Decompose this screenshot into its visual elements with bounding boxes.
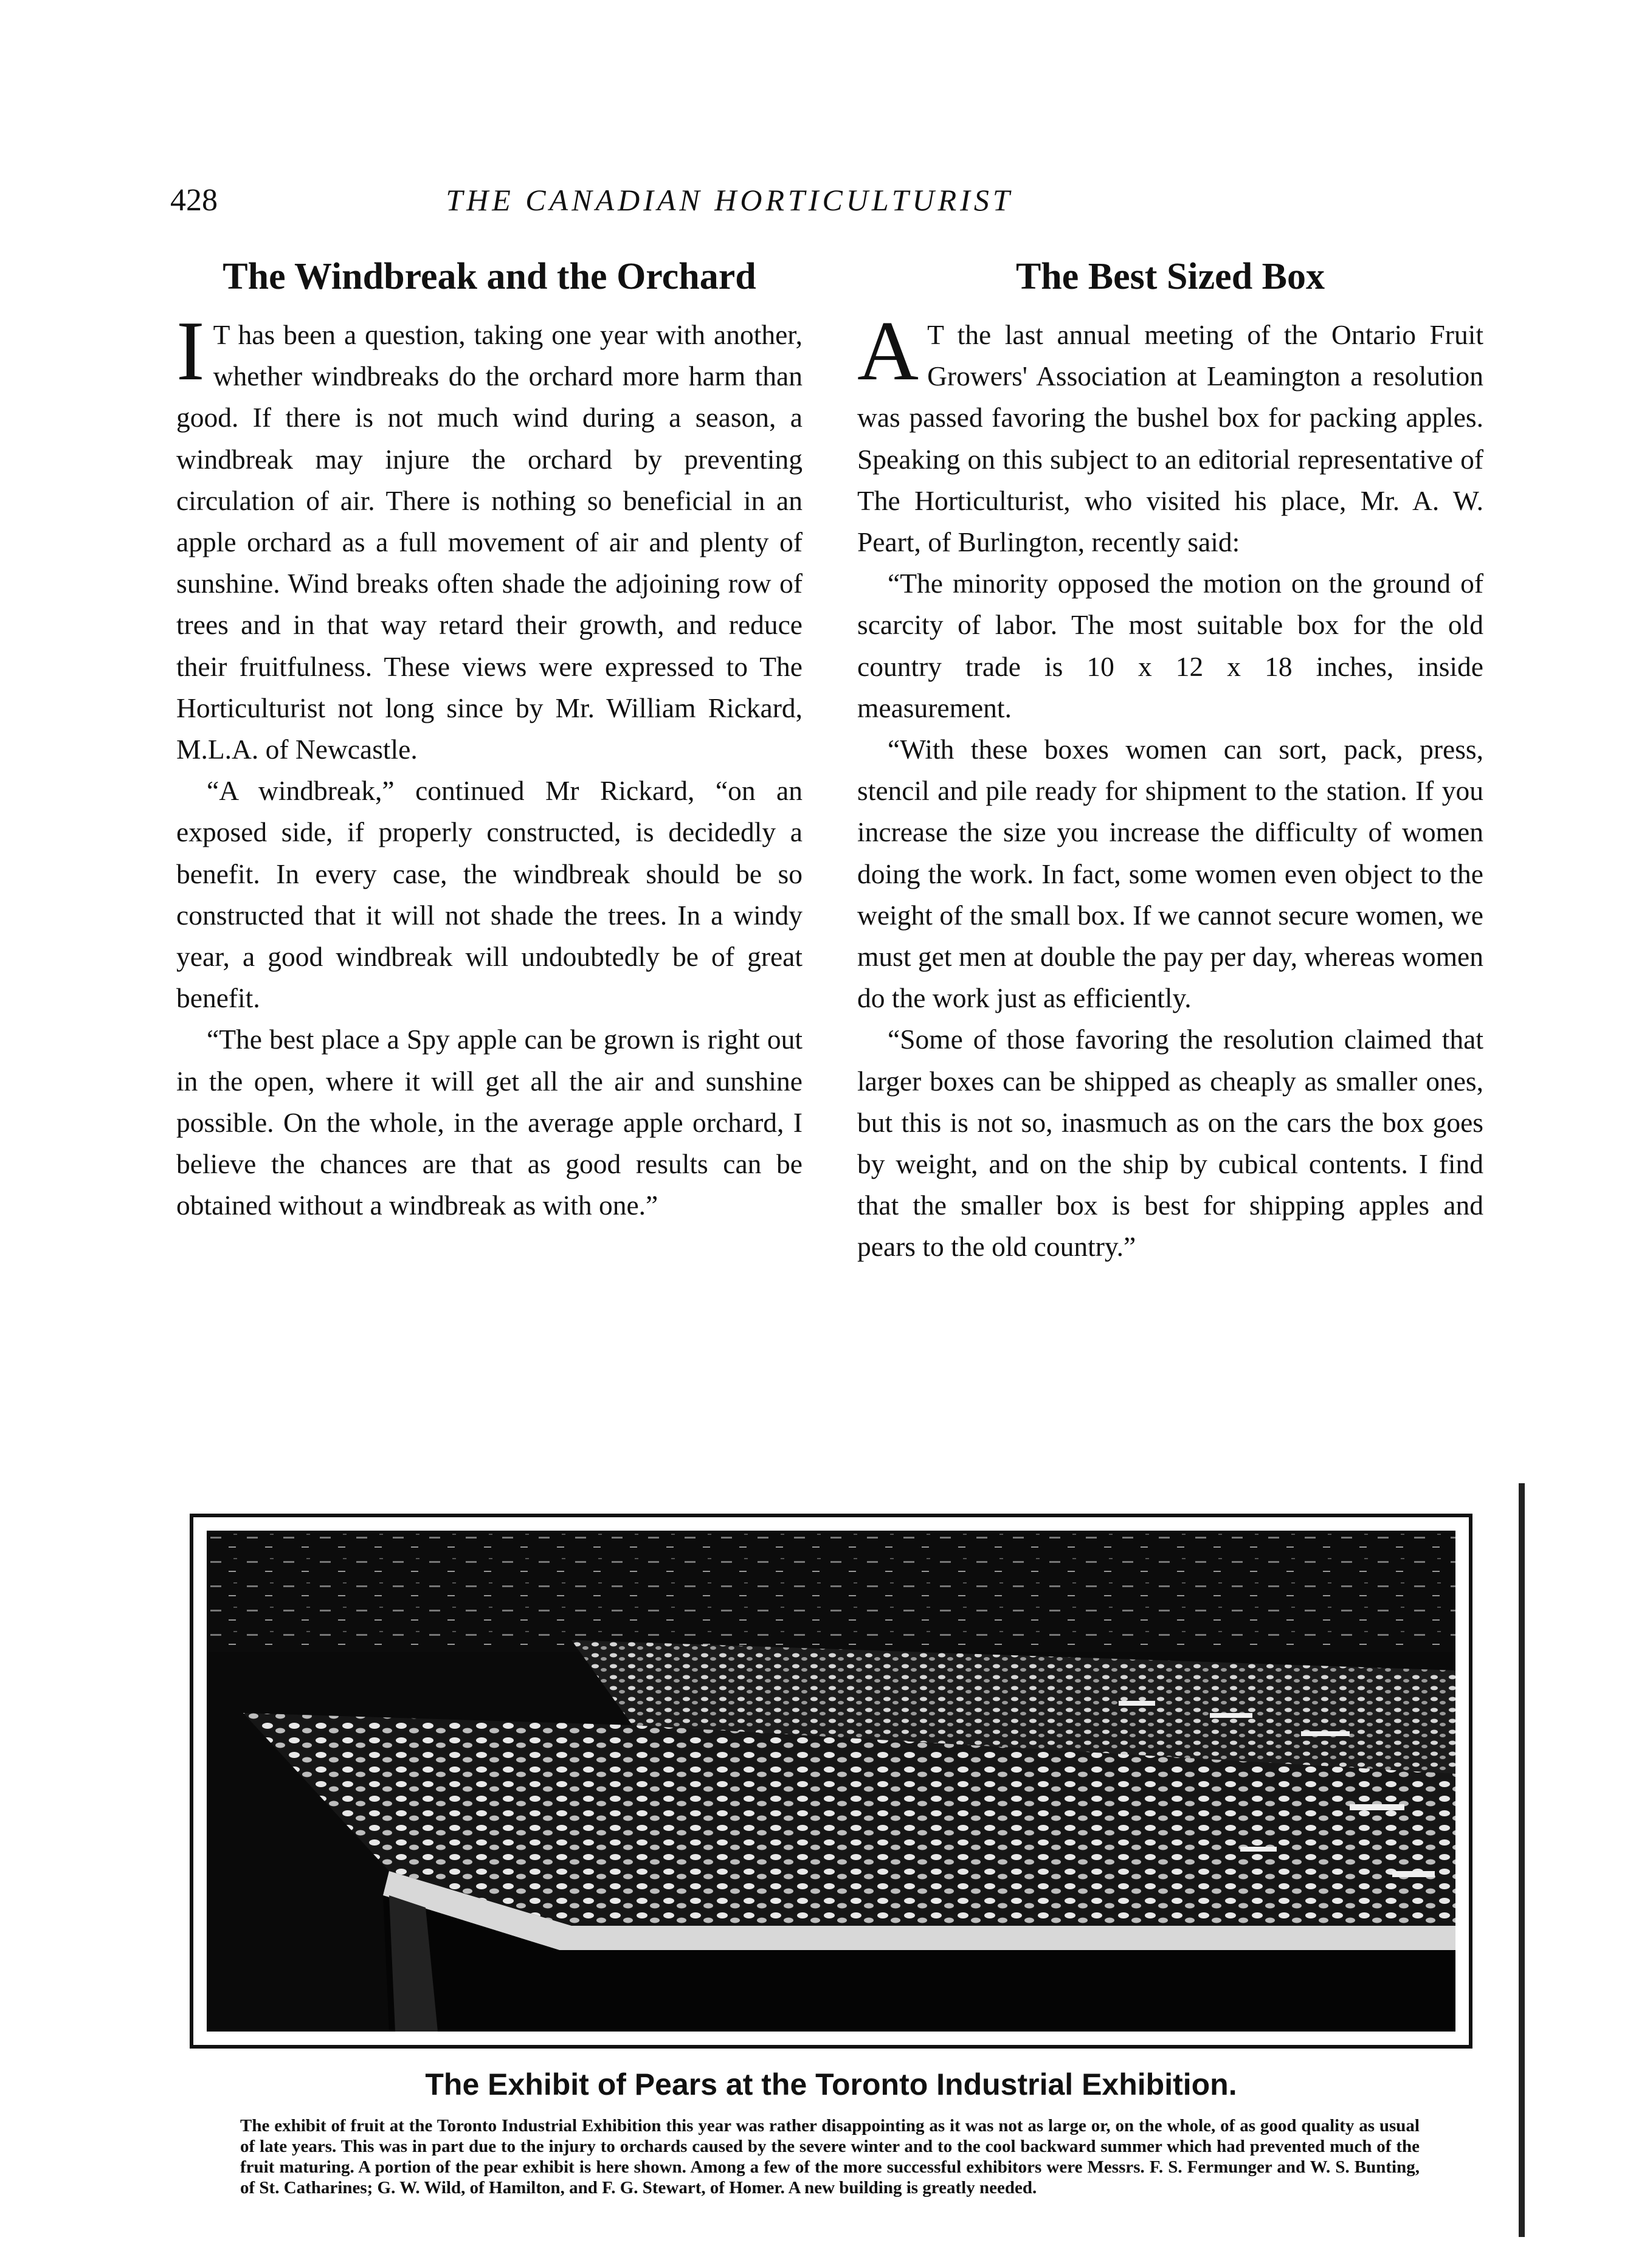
article-body — [176, 304, 803, 1226]
page-edge-line — [1519, 1483, 1525, 2237]
paragraph-text: T has been a question, taking one year with another, whether windbreaks do the orchard more harm than good. If there is not much wind during a season, a windbreak may injure the orchard by preventing circulation of air. There is nothing so beneficial in an apple orchard as a full movement of air and plenty of sunshine. Wind breaks often shade the adjoining row of trees and in that way retard their growth, and reduce their fruitfulness. These views were expressed to The Horticulturist not long since by Mr. William Rickard, M.L.A. of Newcastle. — [176, 319, 803, 765]
paragraph: “The minority opposed the motion on the ground of scarcity of labor. The most suitable box for the old country trade is 10 x 12 x 18 inches, inside measurement. — [857, 568, 1483, 723]
drop-cap: I — [176, 304, 205, 398]
drop-cap: A — [857, 304, 919, 398]
paragraph: “With these boxes women can sort, pack, press, stencil and pile ready for shipment to the station. If you increase the size you increase the difficulty of women doing the work. In fact, some women even object to the weight of the small box. If we cannot secure women, we must get men at double the pay per day, whereas women do the work just as efficiently. — [857, 734, 1483, 1014]
running-title: THE CANADIAN HORTICULTURIST — [446, 183, 1013, 217]
article-title: The Windbreak and the Orchard — [223, 256, 756, 297]
article-best-sized-box — [857, 255, 1483, 1268]
paragraph — [176, 304, 803, 770]
article-title: The Best Sized Box — [1015, 256, 1325, 297]
paragraph: “The best place a Spy apple can be grown is right out in the open, where it will get all the air and sunshine possible. On the whole, in the average apple orchard, I believe the chances are that as good results can be obtained without a windbreak as with one.” — [176, 1024, 803, 1221]
background-hall — [207, 1531, 1455, 1652]
page-number: 428 — [170, 183, 218, 218]
paragraph: “Some of those favoring the resolution claimed that larger boxes can be shipped as cheaply as smaller ones, but this is not so, inasmuch as on the cars the box goes by weight, and on the ship by cubical contents. I find that the smaller box is best for shipping apples and pears to the old country.” — [857, 1024, 1483, 1263]
paragraph — [857, 304, 1483, 563]
photo-caption-text: The exhibit of fruit at the Toronto Industrial Exhibition this year was rather disappointing as it was not as large or, on the whole, of as good quality as usual of late years. This was in part due to the injury to orchards caused by the severe winter and to the cool backward summer which had prevented much of the fruit maturing. A portion of the pear exhibit is here shown. Among a few of the more successful exhibitors were Messrs. F. S. Fermunger and W. S. Bunting, of St. Catharines; G. W. Wild, of Hamilton, and F. G. Stewart, of Homer. A new building is greatly needed. — [240, 2116, 1420, 2197]
article-windbreak — [176, 255, 803, 1226]
paragraph-text: T the last annual meeting of the Ontario Fruit Growers' Association at Leamington a resolution was passed favoring the bushel box for packing apples. Speaking on this subject to an editorial representative of The Horticulturist, who visited his place, Mr. A. W. Peart, of Burlington, recently said: — [857, 319, 1483, 558]
paragraph: “A windbreak,” continued Mr Rickard, “on an exposed side, if properly constructed, is decidedly a benefit. In every case, the windbreak should be so constructed that it will not shade the trees. In a windy year, a good windbreak will undoubtedly be of great benefit. — [176, 775, 803, 1014]
photo-caption-title: The Exhibit of Pears at the Toronto Industrial Exhibition. — [425, 2067, 1237, 2101]
exhibit-photo-frame — [190, 1514, 1472, 2049]
article-body — [857, 304, 1483, 1268]
exhibit-photo — [207, 1531, 1455, 2032]
page-header — [170, 182, 1289, 225]
